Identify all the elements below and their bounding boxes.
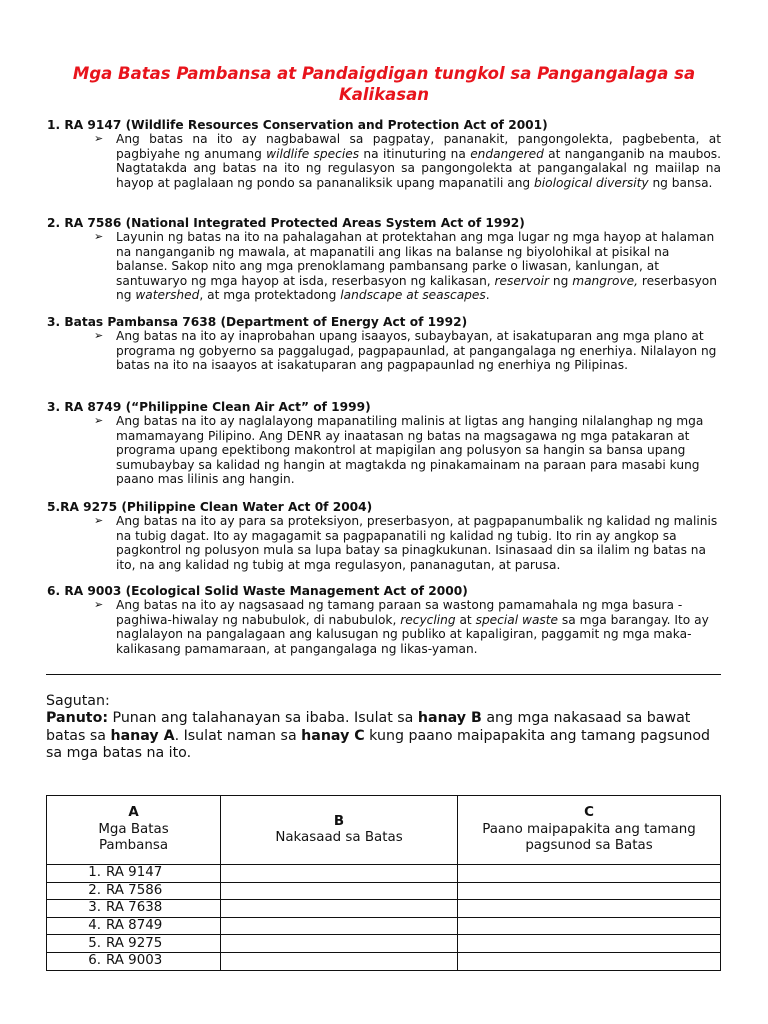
column-b-letter: B [333, 813, 345, 829]
text-segment: Ang batas na ito ay inaprobahan upang isaayos, subaybayan, at isakatuparan ang mga plano at programa ng gobyerno sa paggalugad, pagpapaunlad, at pangangalaga ng enerhiya. Nilalayon ng batas na ito na isaayos at isakatuparan ang pagpapaunlad ng enerhiya ng Pilipinas. [116, 329, 717, 373]
answer-cell-b[interactable] [221, 882, 458, 900]
law-cell [47, 952, 221, 970]
row-number: 3. [88, 900, 101, 916]
law-description [94, 414, 721, 487]
law-name: RA 9003 [106, 953, 163, 969]
law-heading: 5.RA 9275 (Philippine Clean Water Act 0f 2004) [47, 500, 373, 514]
text-segment: watershed [135, 288, 200, 303]
column-c-header [458, 796, 721, 865]
law-heading: 3. RA 8749 (“Philippine Clean Air Act” of 1999) [47, 400, 371, 414]
law-cell [47, 882, 221, 900]
text-segment: reservoir [494, 273, 549, 288]
answer-cell-c[interactable] [458, 917, 721, 935]
arrowhead-bullet-icon: ➢ [94, 132, 104, 146]
table-row [47, 865, 721, 883]
law-section-bp7638 [47, 315, 727, 373]
answer-cell-b[interactable] [221, 935, 458, 953]
answer-cell-c[interactable] [458, 900, 721, 918]
text-segment: endangered [470, 146, 544, 161]
law-description-text [116, 414, 703, 486]
law-name: RA 9147 [106, 865, 163, 881]
law-description-text [116, 598, 709, 655]
text-segment: . [485, 288, 490, 303]
arrowhead-bullet-icon: ➢ [94, 414, 104, 428]
text-segment: Ang batas na ito ay nagbabawal sa pagpatay, pananakit, pangongolekta, pagbebenta, at pagbiyahe ng anumang [116, 132, 721, 161]
law-description [94, 132, 721, 190]
answer-cell-b[interactable] [221, 900, 458, 918]
text-segment: at [455, 612, 476, 627]
answer-cell-c[interactable] [458, 935, 721, 953]
law-cell [47, 900, 221, 918]
column-b-label: Nakasaad sa Batas [275, 830, 403, 845]
law-name: RA 7638 [106, 900, 163, 916]
law-section-ra9147 [47, 118, 727, 190]
text-segment: ng bansa. [648, 175, 713, 190]
law-description-text [116, 230, 717, 302]
text-segment: Ang batas na ito ay naglalayong mapanatiling malinis at ligtas ang hanging nilalanghap ng mga mamamayang Pilipino. Ang DENR ay inaatasan ng batas na magsagawa ng mga patakaran at programa upang epektibong makontrol at mapigilan ang polusyon sa hangin sa bansa upang sumubaybay sa kalidad ng hangin at magtakda ng pinakamainam na paraan para masabi kung paano mas lilinis ang hangin. [116, 414, 704, 487]
section-divider [46, 674, 721, 675]
text-segment: Layunin ng batas na ito na pahalagahan at protektahan ang mga lugar ng mga hayop at halaman na nanganganib ng mawala, at mapanatili ang likas na balanse ng biyolohikal at pisikal na balanse. Sakop nito ang mga prenoklamang pambansang parke o liwasan, kanlungan, at santuwaryo ng mga hayop at isda, reserbasyon ng kalikasan, [116, 230, 715, 288]
law-name: RA 8749 [106, 918, 163, 934]
law-heading: 1. RA 9147 (Wildlife Resources Conservation and Protection Act of 2001) [47, 118, 548, 132]
arrowhead-bullet-icon: ➢ [94, 514, 104, 528]
arrowhead-bullet-icon: ➢ [94, 329, 104, 343]
column-c-label: Paano maipapakita ang tamang pagsunod sa Batas [482, 821, 696, 854]
exercise-instruction [46, 710, 726, 763]
row-number: 1. [88, 865, 101, 881]
table-row [47, 917, 721, 935]
text-segment: ang mga nakasaad sa bawat batas sa [46, 710, 691, 744]
law-section-ra8749 [47, 400, 727, 486]
text-segment: sa mga barangay. Ito ay naglalayon na pangalagaan ang kalusugan ng publiko at kapaligiran, paggamit ng mga maka-kalikasang pamamaraan, at pangangalaga ng likas-yaman. [116, 612, 709, 656]
law-cell [47, 917, 221, 935]
law-description-text [116, 329, 716, 372]
answer-cell-c[interactable] [458, 882, 721, 900]
exercise-instruction-text [46, 710, 710, 761]
text-segment: biological diversity [534, 175, 649, 190]
column-a-label: Mga Batas Pambansa [98, 821, 169, 854]
text-segment: Ang batas na ito ay nagsasaad ng tamang paraan sa wastong pamamahala ng mga basura - paghiwa-hiwalay ng nabubulok, di nabubulok, [116, 598, 683, 627]
column-a-header [47, 796, 221, 865]
answer-table [46, 795, 721, 971]
arrowhead-bullet-icon: ➢ [94, 230, 104, 244]
law-description [94, 230, 721, 303]
text-segment: hanay C [301, 727, 365, 744]
law-cell [47, 865, 221, 883]
law-description-text [116, 132, 721, 189]
law-heading: 6. RA 9003 (Ecological Solid Waste Management Act of 2000) [47, 584, 468, 598]
law-heading: 2. RA 7586 (National Integrated Protected Areas System Act of 1992) [47, 216, 525, 230]
law-section-ra9003 [47, 584, 727, 656]
law-name: RA 7586 [106, 882, 163, 898]
text-segment: ng [548, 273, 573, 288]
text-segment: . Isulat naman sa [174, 727, 302, 744]
law-description [94, 329, 721, 373]
table-row [47, 952, 721, 970]
law-section-ra9275 [47, 500, 727, 572]
row-number: 2. [88, 882, 101, 898]
law-description [94, 598, 721, 656]
row-number: 5. [88, 935, 101, 951]
answer-cell-c[interactable] [458, 865, 721, 883]
page-title: Mga Batas Pambansa at Pandaigdigan tungkol sa Pangangalaga sa Kalikasan [72, 64, 696, 104]
text-segment: Ang batas na ito ay para sa proteksiyon, preserbasyon, at pagpapanumbalik ng kalidad ng malinis na tubig dagat. Ito ay magagamit sa pagpapanatili ng kalidad ng tubig. Ito rin ay angkop sa pagkontrol ng polusyon mula sa lupa batay sa pinagkukunan. Isinasaad din sa ilalim ng batas na ito, na ang kalidad ng tubig at mga regulasyon, pananagutan, at parusa. [116, 514, 718, 572]
law-description-text [116, 514, 717, 571]
text-segment: na itinuturing na [359, 146, 471, 161]
column-c-letter: C [584, 805, 594, 821]
text-segment: at nanganganib na maubos. Nagtatakda ang batas na ito ng regulasyon sa pangongolekta at pangangalakal ng maiilap na hayop at paglalaan ng pondo sa pananaliksik upang mapanatili ang [116, 146, 721, 190]
text-segment: hanay B [417, 710, 482, 726]
text-segment: Panuto: [46, 710, 108, 726]
law-section-ra7586 [47, 216, 727, 302]
text-segment: wildlife species [266, 146, 360, 161]
column-a-letter: A [128, 805, 139, 821]
text-segment: recycling [400, 612, 456, 627]
answer-cell-b[interactable] [221, 917, 458, 935]
text-segment: hanay A [110, 727, 175, 744]
text-segment: , at mga protektadong [199, 288, 341, 303]
text-segment: reserbasyon ng [116, 273, 717, 303]
arrowhead-bullet-icon: ➢ [94, 598, 104, 612]
table-row [47, 935, 721, 953]
law-name: RA 9275 [106, 935, 163, 951]
table-row [47, 900, 721, 918]
row-number: 6. [88, 953, 101, 969]
text-segment: Punan ang talahanayan sa ibaba. Isulat sa [108, 710, 418, 726]
law-cell [47, 935, 221, 953]
text-segment: landscape at seascapes [340, 288, 486, 303]
table-header-row [47, 796, 721, 865]
answer-cell-c[interactable] [458, 952, 721, 970]
text-segment: special waste [475, 612, 559, 627]
law-heading: 3. Batas Pambansa 7638 (Department of Energy Act of 1992) [47, 315, 468, 329]
answer-cell-b[interactable] [221, 865, 458, 883]
law-description [94, 514, 721, 572]
text-segment: kung paano maipapakita ang tamang pagsunod sa mga batas na ito. [46, 727, 711, 761]
column-b-header [221, 796, 458, 865]
text-segment: mangrove, [572, 273, 639, 288]
row-number: 4. [88, 918, 101, 934]
table-row [47, 882, 721, 900]
exercise-label: Sagutan: [46, 693, 110, 709]
answer-cell-b[interactable] [221, 952, 458, 970]
